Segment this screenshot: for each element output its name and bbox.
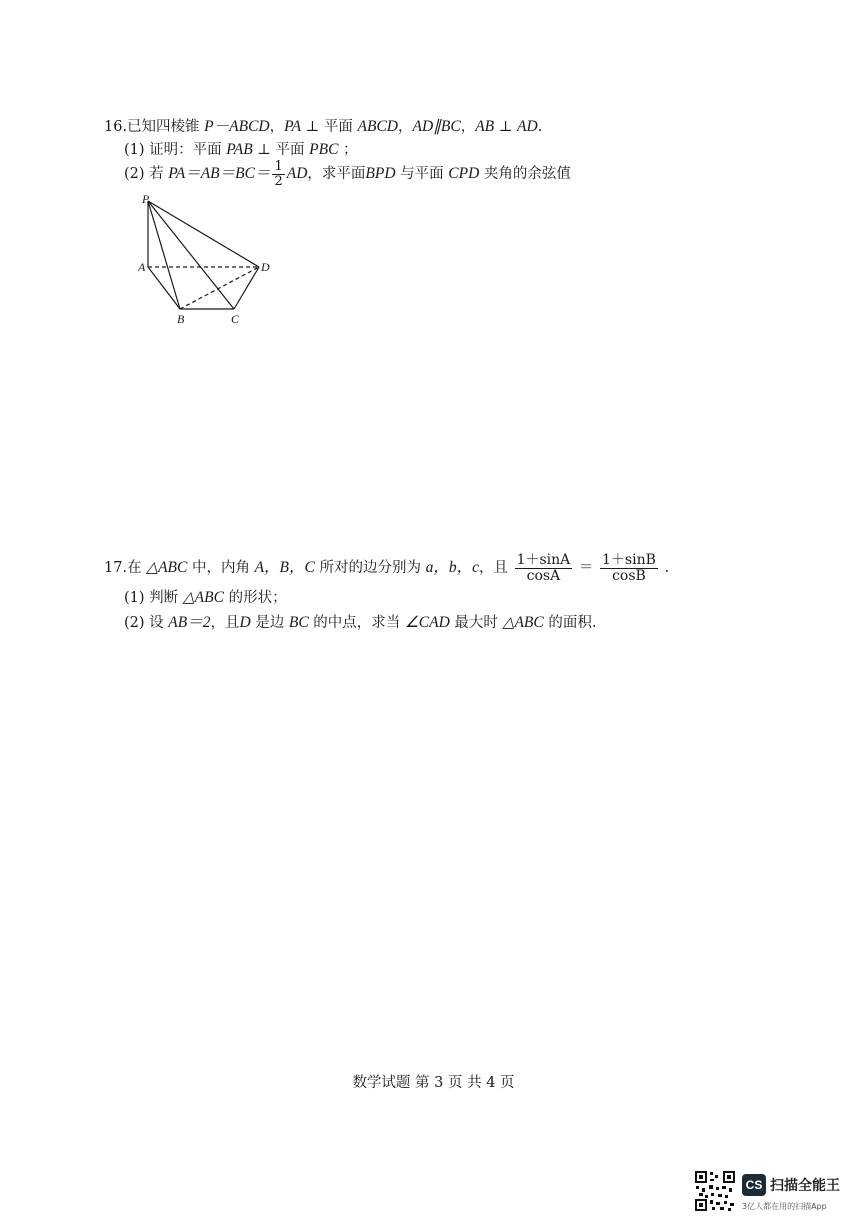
label-B: B [177, 312, 185, 326]
q16-stem: 16.已知四棱锥 P－ABCD，PA ⊥ 平面 ABCD，AD∥BC，AB ⊥ AD. [104, 118, 543, 135]
edge-AB [148, 267, 180, 309]
pyramid-figure [134, 192, 284, 327]
label-C: C [231, 312, 240, 326]
scanner-watermark [694, 1170, 854, 1218]
fraction-one-half: $\frac{1}{2}$ [274, 159, 283, 189]
q16-part2: (2) 若 PA＝AB＝BC＝ $\frac{1}{2}$ AD，求平面BPD 与平面 CPD 夹角的余弦值 [124, 159, 571, 189]
camscanner-logo: CS [742, 1174, 766, 1196]
label-A: A [138, 260, 146, 274]
edge-PC [148, 201, 234, 309]
q16-part1: (1) 证明：平面 PAB ⊥ 平面 PBC ； [124, 141, 358, 158]
q17-number: 17. [104, 560, 128, 577]
fraction-sinB-cosB: $\frac{1+\sin B}{\cos B}$ [602, 552, 656, 584]
page-footer: 数学试题 第 3 页 共 4 页 [352, 1075, 515, 1091]
camscanner-name: 扫描全能王 [770, 1178, 840, 1194]
label-D: D [261, 260, 270, 274]
q17-part2: (2) 设 AB＝2，且D 是边 BC 的中点，求当 ∠CAD 最大时 △ABC 的面积. [124, 614, 597, 631]
q17-part1: (1) 判断 △ABC 的形状； [124, 589, 287, 606]
qr-code-icon [694, 1170, 736, 1212]
q16-number: 16. [104, 119, 128, 135]
edge-CD [234, 267, 259, 309]
fraction-sinA-cosA: $\frac{1+\sin A}{\cos A}$ [516, 552, 571, 584]
q17-stem: 17.在 △ABC 中，内角 A，B，C 所对的边分别为 a，b，c，且 $\frac{1+\sin A}{\cos A}$ ＝ $\frac{1+\sin B}{\cos B}$ . [104, 552, 670, 584]
camscanner-tagline: 3亿人都在用的扫描App [742, 1202, 827, 1211]
label-P: P [142, 192, 150, 206]
